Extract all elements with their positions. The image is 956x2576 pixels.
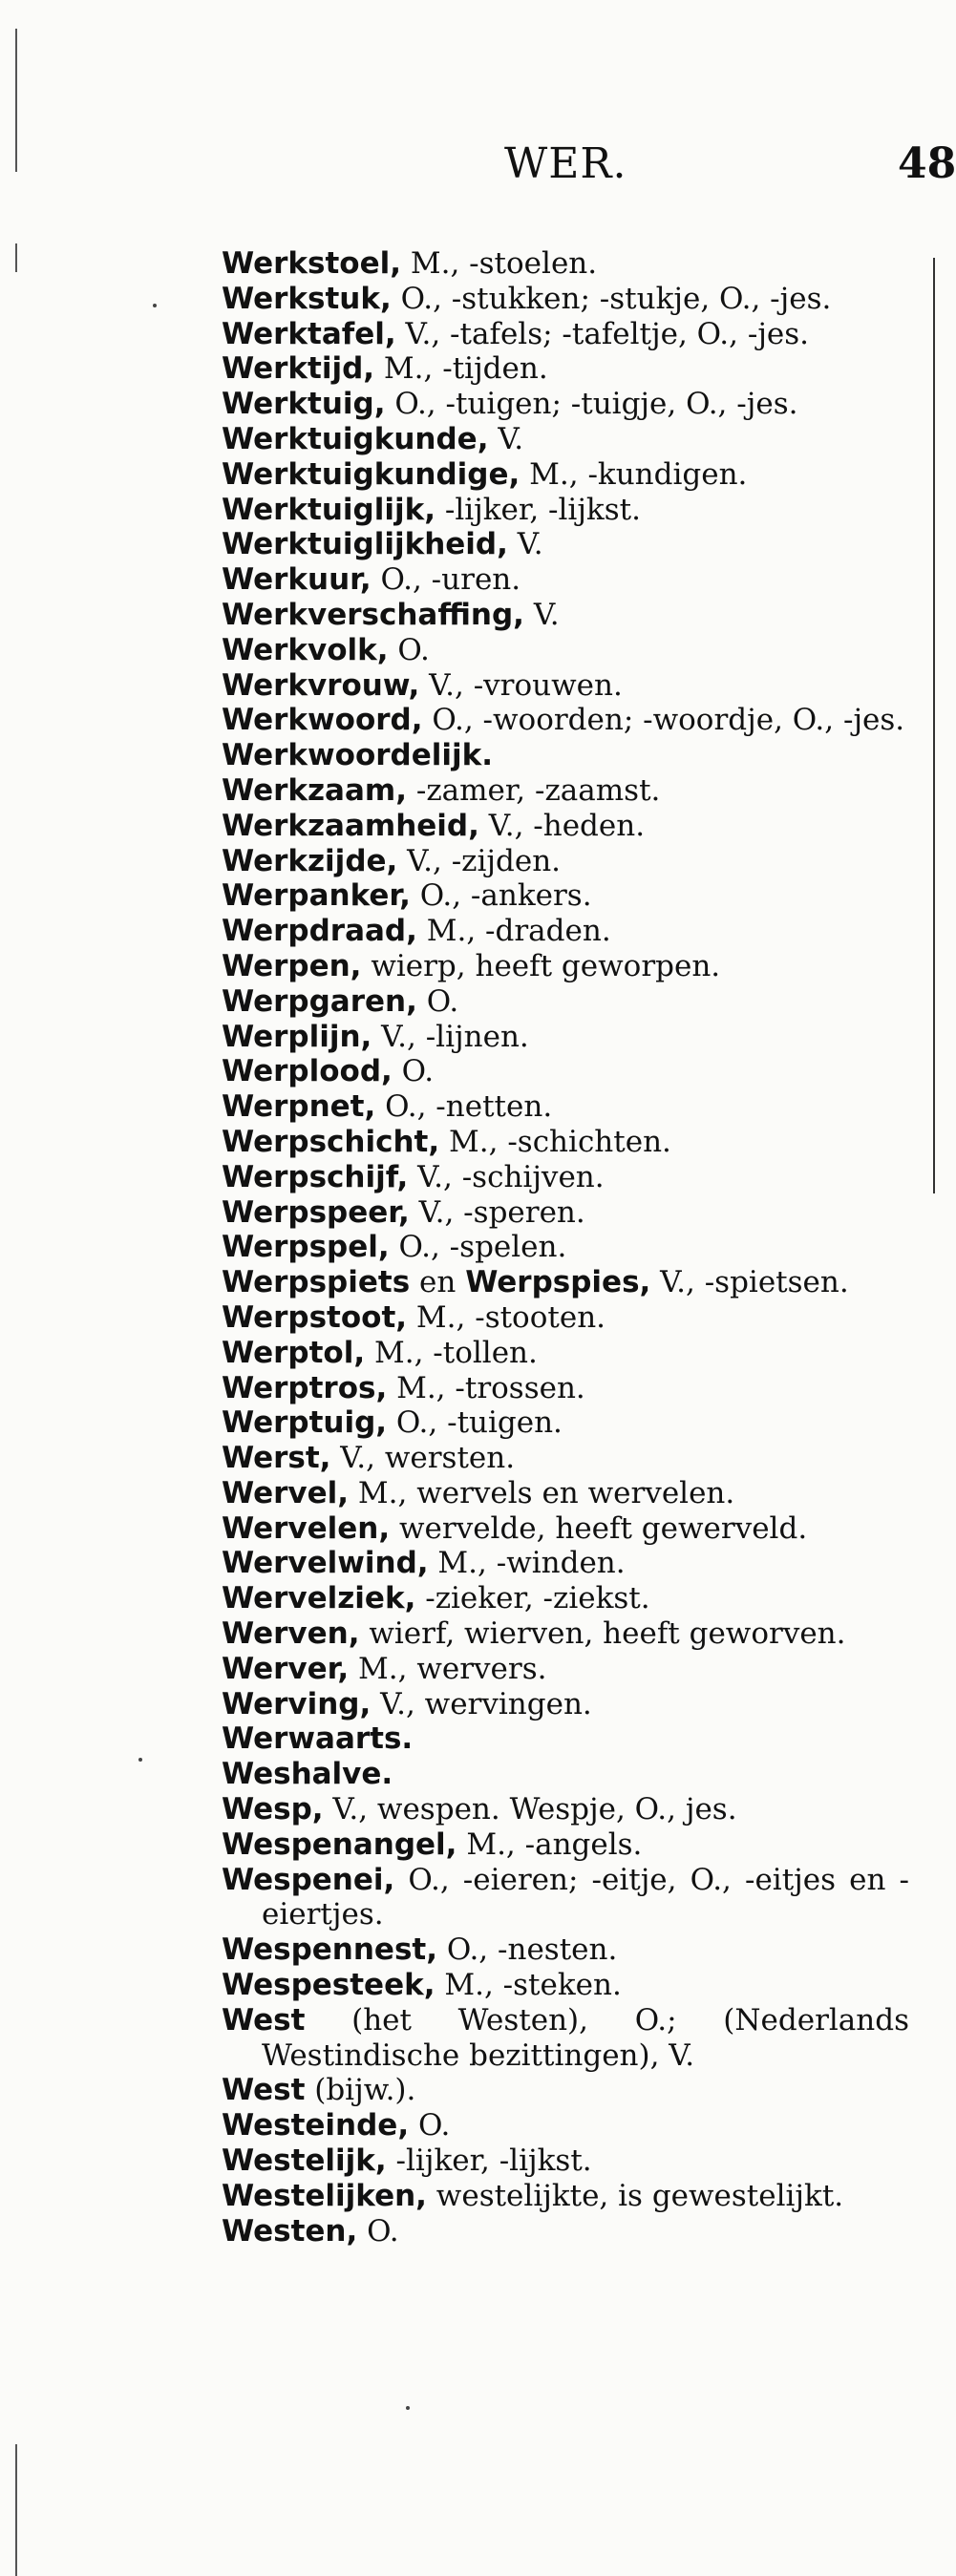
entry-definition: V., -tafels; -tafeltje, O., -jes. (395, 316, 810, 351)
dictionary-entry (222, 1511, 909, 1547)
entry-headword: Wervel, (222, 1475, 350, 1510)
entry-definition: O., -eieren; -eitje, O., -eitjes en -eiertjes. (262, 1862, 909, 1932)
entry-definition: O., -stukken; -stukje, O., -jes. (391, 281, 832, 316)
entry-definition: wervelde, heeft gewerveld. (390, 1510, 808, 1546)
entry-definition: V. (507, 527, 543, 562)
entry-definition: -zamer, -zaamst. (406, 772, 661, 808)
entry-definition: V., -speren. (409, 1194, 585, 1230)
entry-definition: M., -tijden. (374, 351, 548, 387)
entry-headword: Werktuig, (222, 387, 386, 422)
entry-headword: Werktijd, (222, 351, 375, 387)
entry-definition: M., -steken. (435, 1968, 622, 2003)
dictionary-entry (222, 1932, 909, 1968)
dictionary-entry (222, 1721, 909, 1757)
paper-speck (153, 304, 157, 307)
entry-headword: Westeinde, (222, 2108, 410, 2143)
entry-definition: O., -woorden; -woordje, O., -jes. (422, 703, 905, 738)
dictionary-entry (222, 282, 909, 317)
dictionary-entry (222, 246, 909, 282)
entry-headword: Werktuiglijkheid, (222, 527, 508, 562)
entry-definition: M., -winden. (428, 1546, 626, 1581)
entry-headword: Werkvolk, (222, 632, 389, 667)
dictionary-entry (222, 387, 909, 422)
dictionary-entry (222, 2179, 909, 2214)
entry-definition: V., -schijven. (408, 1159, 605, 1194)
entry-definition: M., -draden. (416, 914, 611, 949)
entry-headword: Westen, (222, 2213, 358, 2249)
entry-headword: Werpspel, (222, 1230, 390, 1265)
dictionary-entry (222, 598, 909, 633)
entry-headword: Wesp, (222, 1792, 324, 1827)
entry-definition: westelijkte, is gewestelijkt. (426, 2178, 844, 2213)
scan-edge-mark (15, 2444, 17, 2576)
entry-headword: Werven, (222, 1616, 360, 1652)
entry-definition: M., wervers. (349, 1651, 547, 1686)
entry-definition: M., -stooten. (407, 1299, 606, 1335)
scan-edge-mark (15, 243, 17, 272)
dictionary-entry (222, 1652, 909, 1687)
scan-edge-mark (15, 29, 17, 172)
dictionary-entry (222, 1265, 909, 1300)
entry-definition: O. (388, 632, 430, 667)
dictionary-entry (222, 1054, 909, 1089)
dictionary-entry (222, 1687, 909, 1722)
entry-headword: Weshalve. (222, 1757, 393, 1792)
entry-headword: Werkzaamheid, (222, 808, 479, 843)
entry-headword: Werkstoel, (222, 246, 402, 281)
paper-speck (138, 1758, 142, 1762)
dictionary-entry (222, 738, 909, 773)
dictionary-entry (222, 949, 909, 984)
entry-definition: V., wervingen. (371, 1686, 592, 1721)
dictionary-entry (222, 493, 909, 528)
dictionary-entry (222, 317, 909, 352)
entry-headword: Werpnet, (222, 1089, 376, 1125)
dictionary-entry (222, 668, 909, 704)
entry-headword: Werkverschaffing, (222, 597, 524, 632)
entry-headword: Werpspies, (465, 1265, 651, 1300)
entry-headword: Werpgaren, (222, 983, 417, 1019)
dictionary-entry (222, 2073, 909, 2108)
dictionary-entry (222, 1476, 909, 1511)
paper-speck (406, 2406, 410, 2410)
entry-definition: O., -uren. (371, 562, 521, 598)
dictionary-entry (222, 1827, 909, 1863)
entry-headword: Werpschicht, (222, 1124, 440, 1159)
entry-definition: V., -vrouwen. (419, 667, 623, 703)
entry-headword: Werkzaam, (222, 772, 407, 808)
dictionary-entry (222, 422, 909, 457)
entry-definition: V., -lijnen. (372, 1019, 529, 1054)
dictionary-entry (222, 703, 909, 738)
entry-definition: V., wespen. Wespje, O., jes. (323, 1792, 737, 1827)
dictionary-entry (222, 1616, 909, 1652)
dictionary-entry (222, 914, 909, 949)
entry-headword: Werpdraad, (222, 914, 417, 949)
entry-headword: Werkvrouw, (222, 667, 420, 703)
dictionary-entry (222, 773, 909, 809)
entry-headword: Werwaarts. (222, 1721, 414, 1757)
dictionary-entry (222, 1546, 909, 1581)
entry-headword: Werkuur, (222, 562, 372, 598)
entry-definition: -lijker, -lijkst. (386, 2143, 592, 2179)
entry-headword: Werplijn, (222, 1019, 372, 1054)
entry-headword: Werktuigkunde, (222, 421, 489, 456)
dictionary-entry (222, 1405, 909, 1441)
entry-definition: O. (416, 983, 459, 1019)
dictionary-entry (222, 1863, 909, 1933)
dictionary-entry (222, 984, 909, 1020)
entry-definition: O. (392, 1054, 435, 1089)
entry-definition: V., -spietsen. (650, 1265, 849, 1300)
entry-definition: -lijker, -lijkst. (436, 492, 641, 527)
entry-definition: V., wersten. (330, 1441, 516, 1476)
entry-headword: Werptol, (222, 1335, 366, 1370)
dictionary-entry (222, 2143, 909, 2179)
dictionary-entry (222, 2108, 909, 2143)
entry-definition: O. (409, 2108, 451, 2143)
entry-definition: M., -angels. (457, 1826, 643, 1862)
dictionary-entry (222, 1441, 909, 1476)
dictionary-entry (222, 878, 909, 914)
entry-headword: Werving, (222, 1686, 372, 1721)
entry-definition: M., -stoelen. (401, 246, 598, 281)
entry-definition: M., -schichten. (439, 1124, 671, 1159)
dictionary-entry (222, 1581, 909, 1616)
dictionary-entry (222, 1371, 909, 1406)
dictionary-entry (222, 1757, 909, 1792)
dictionary-entry (222, 351, 909, 387)
entry-headword: Wervelziek, (222, 1581, 416, 1616)
entry-headword: Werktafel, (222, 316, 396, 351)
entry-headword: Werpspeer, (222, 1194, 410, 1230)
entry-headword: Werkwoordelijk. (222, 738, 494, 773)
dictionary-entry (222, 633, 909, 668)
entry-headword: Wespennest, (222, 1932, 437, 1968)
entry-headword: Werkwoord, (222, 703, 423, 738)
entry-headword: Wespesteek, (222, 1968, 436, 2003)
entry-headword: Werver, (222, 1651, 350, 1686)
dictionary-entry (222, 844, 909, 879)
page-number: 48 (898, 139, 956, 188)
entry-headword: Werkzijde, (222, 843, 398, 878)
dictionary-entry (222, 1195, 909, 1231)
entry-headword: Werkstuk, (222, 281, 392, 316)
entry-definition: M., -kundigen. (520, 456, 748, 492)
dictionary-entry (222, 1125, 909, 1160)
entry-headword: Wervelwind, (222, 1546, 429, 1581)
dictionary-entry (222, 1020, 909, 1055)
entry-headword: Werptros, (222, 1370, 388, 1405)
entry-headword: Werpanker, (222, 878, 411, 914)
dictionary-entry (222, 1089, 909, 1125)
entry-headword: Werpstoot, (222, 1299, 408, 1335)
entry-definition: V. (523, 597, 560, 632)
entry-headword: Westelijken, (222, 2178, 427, 2213)
dictionary-entries (222, 246, 909, 2249)
entry-definition: O., -tuigen; -tuigje, O., -jes. (385, 387, 798, 422)
entry-headword: Werpen, (222, 948, 362, 983)
entry-definition: O., -tuigen. (387, 1405, 563, 1441)
entry-headword: Westelijk, (222, 2143, 387, 2179)
entry-headword: Werst, (222, 1441, 331, 1476)
entry-headword: Werpschijf, (222, 1159, 409, 1194)
dictionary-entry (222, 809, 909, 844)
entry-definition: O. (357, 2213, 399, 2249)
entry-definition: M., -tollen. (365, 1335, 538, 1370)
entry-headword: Werptuig, (222, 1405, 388, 1441)
dictionary-entry (222, 1336, 909, 1371)
dictionary-entry (222, 2003, 909, 2074)
dictionary-entry (222, 527, 909, 562)
entry-headword: Werplood, (222, 1054, 393, 1089)
entry-definition: O., -spelen. (389, 1230, 567, 1265)
dictionary-entry (222, 1792, 909, 1827)
entry-definition: V., -heden. (478, 808, 646, 843)
dictionary-entry (222, 457, 909, 493)
entry-definition: O., -netten. (375, 1089, 553, 1125)
entry-headword: Wespenei, (222, 1862, 395, 1897)
column-rule (933, 258, 935, 1193)
dictionary-entry (222, 1968, 909, 2003)
entry-headword: Wervelen, (222, 1510, 391, 1546)
entry-definition: wierf, wierven, heeft geworven. (359, 1616, 846, 1652)
entry-definition: M., -trossen. (387, 1370, 585, 1405)
entry-definition: wierp, heeft geworpen. (361, 948, 721, 983)
entry-definition: (bijw.). (305, 2073, 416, 2108)
entry-definition: (het Westen), O.; (Nederlands Westindische bezittingen), V. (262, 2002, 909, 2073)
entry-definition: en (410, 1265, 466, 1300)
dictionary-entry (222, 2214, 909, 2249)
dictionary-entry (222, 1160, 909, 1195)
dictionary-entry (222, 1300, 909, 1336)
entry-headword: Werpspiets (222, 1265, 411, 1300)
entry-headword: West (222, 2002, 306, 2038)
entry-headword: Werktuiglijk, (222, 492, 436, 527)
entry-headword: Werktuigkundige, (222, 456, 520, 492)
entry-definition: O., -ankers. (410, 878, 592, 914)
entry-definition: M., wervels en wervelen. (349, 1475, 735, 1510)
entry-headword: Wespenangel, (222, 1826, 457, 1862)
entry-definition: O., -nesten. (437, 1932, 618, 1968)
entry-definition: V., -zijden. (397, 843, 562, 878)
entry-definition: V. (488, 421, 524, 456)
entry-headword: West (222, 2073, 306, 2108)
entry-definition: -zieker, -ziekst. (415, 1581, 650, 1616)
dictionary-entry (222, 1230, 909, 1265)
running-head-word: WER. (504, 139, 627, 188)
running-header (0, 139, 956, 197)
dictionary-entry (222, 562, 909, 598)
